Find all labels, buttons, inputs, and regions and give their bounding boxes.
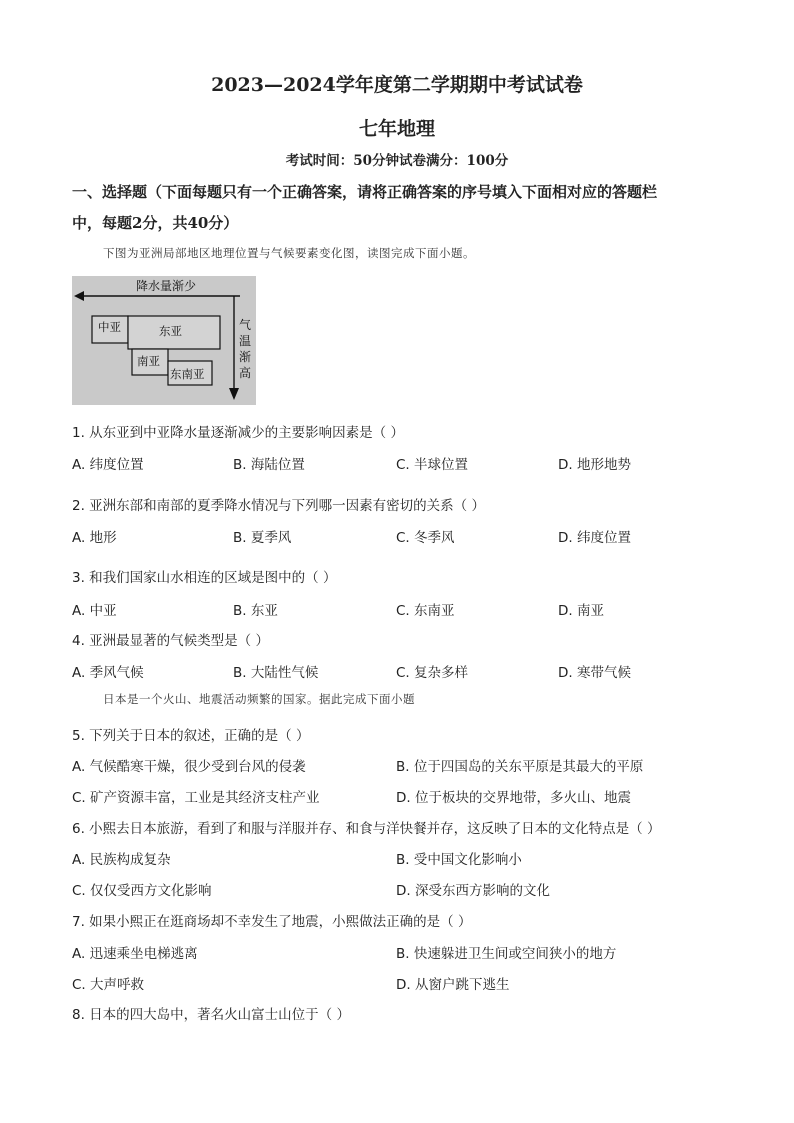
question-1-option-c[interactable]: C. 半球位置 <box>396 457 469 473</box>
question-4-option-a[interactable]: A. 季风气候 <box>72 665 144 681</box>
temp-label-char-4: 高 <box>239 366 252 380</box>
precip-arrow-head <box>74 291 84 301</box>
question-1-stem: 1. 从东亚到中亚降水量逐渐减少的主要影响因素是（ ） <box>72 425 404 441</box>
question-2-option-c[interactable]: C. 冬季风 <box>396 530 455 546</box>
section-heading-line-2: 中，每题2分，共40分） <box>72 214 239 232</box>
question-4-option-b[interactable]: B. 大陆性气候 <box>233 665 319 681</box>
temp-label-char-2: 温 <box>239 334 252 348</box>
region-label-south-asia: 南亚 <box>137 354 160 368</box>
asia-climate-figure <box>72 276 256 405</box>
question-6-option-c[interactable]: C. 仅仅受西方文化影响 <box>72 883 212 899</box>
question-5-option-a[interactable]: A. 气候酷寒干燥，很少受到台风的侵袭 <box>72 759 306 775</box>
question-1-option-b[interactable]: B. 海陆位置 <box>233 457 305 473</box>
region-label-southeast-asia: 东南亚 <box>170 367 205 381</box>
temp-label-char-3: 渐 <box>239 350 252 364</box>
reading-intro-japan: 日本是一个火山、地震活动频繁的国家。据此完成下面小题 <box>103 692 415 706</box>
question-6-option-d[interactable]: D. 深受东西方影响的文化 <box>396 883 550 899</box>
question-3-option-a[interactable]: A. 中亚 <box>72 603 117 619</box>
reading-intro: 下图为亚洲局部地区地理位置与气候要素变化图，读图完成下面小题。 <box>103 246 475 260</box>
question-2-option-d[interactable]: D. 纬度位置 <box>558 530 631 546</box>
region-label-east-asia: 东亚 <box>159 324 182 338</box>
question-6-option-b[interactable]: B. 受中国文化影响小 <box>396 852 522 868</box>
question-3-option-b[interactable]: B. 东亚 <box>233 603 278 619</box>
question-5-stem: 5. 下列关于日本的叙述，正确的是（ ） <box>72 728 310 744</box>
question-2-option-b[interactable]: B. 夏季风 <box>233 530 292 546</box>
question-7-option-d[interactable]: D. 从窗户跳下逃生 <box>396 977 510 993</box>
question-2-stem: 2. 亚洲东部和南部的夏季降水情况与下列哪一因素有密切的关系（ ） <box>72 498 485 514</box>
question-6-option-a[interactable]: A. 民族构成复杂 <box>72 852 171 868</box>
question-2-option-a[interactable]: A. 地形 <box>72 530 117 546</box>
exam-info: 考试时间：50分钟试卷满分：100分 <box>285 153 509 169</box>
question-7-option-b[interactable]: B. 快速躲进卫生间或空间狭小的地方 <box>396 946 617 962</box>
question-7-option-c[interactable]: C. 大声呼救 <box>72 977 145 993</box>
figure-diagram <box>72 276 256 405</box>
question-5-option-d[interactable]: D. 位于板块的交界地带，多火山、地震 <box>396 790 631 806</box>
question-4-option-c[interactable]: C. 复杂多样 <box>396 665 469 681</box>
question-6-stem: 6. 小熙去日本旅游，看到了和服与洋服并存、和食与洋快餐并存，这反映了日本的文化特点是（ ） <box>72 821 661 837</box>
temp-label-char-1: 气 <box>239 318 252 332</box>
section-heading-line-1: 一、选择题（下面每题只有一个正确答案，请将正确答案的序号填入下面相对应的答题栏 <box>72 183 658 201</box>
exam-subject: 七年地理 <box>358 118 435 140</box>
question-3-option-c[interactable]: C. 东南亚 <box>396 603 455 619</box>
exam-title: 2023—2024学年度第二学期期中考试试卷 <box>211 74 583 96</box>
question-4-stem: 4. 亚洲最显著的气候类型是（ ） <box>72 633 269 649</box>
precipitation-label: 降水量渐少 <box>136 279 197 293</box>
question-5-option-b[interactable]: B. 位于四国岛的关东平原是其最大的平原 <box>396 759 644 775</box>
question-5-option-c[interactable]: C. 矿产资源丰富，工业是其经济支柱产业 <box>72 790 320 806</box>
region-label-central-asia: 中亚 <box>98 320 121 334</box>
question-8-stem: 8. 日本的四大岛中，著名火山富士山位于（ ） <box>72 1007 350 1023</box>
question-3-option-d[interactable]: D. 南亚 <box>558 603 604 619</box>
question-1-option-a[interactable]: A. 纬度位置 <box>72 457 144 473</box>
temp-arrow-head <box>229 388 239 400</box>
question-7-stem: 7. 如果小熙正在逛商场却不幸发生了地震，小熙做法正确的是（ ） <box>72 914 472 930</box>
question-4-option-d[interactable]: D. 寒带气候 <box>558 665 631 681</box>
question-1-option-d[interactable]: D. 地形地势 <box>558 457 631 473</box>
question-3-stem: 3. 和我们国家山水相连的区域是图中的（ ） <box>72 570 337 586</box>
question-7-option-a[interactable]: A. 迅速乘坐电梯逃离 <box>72 946 198 962</box>
